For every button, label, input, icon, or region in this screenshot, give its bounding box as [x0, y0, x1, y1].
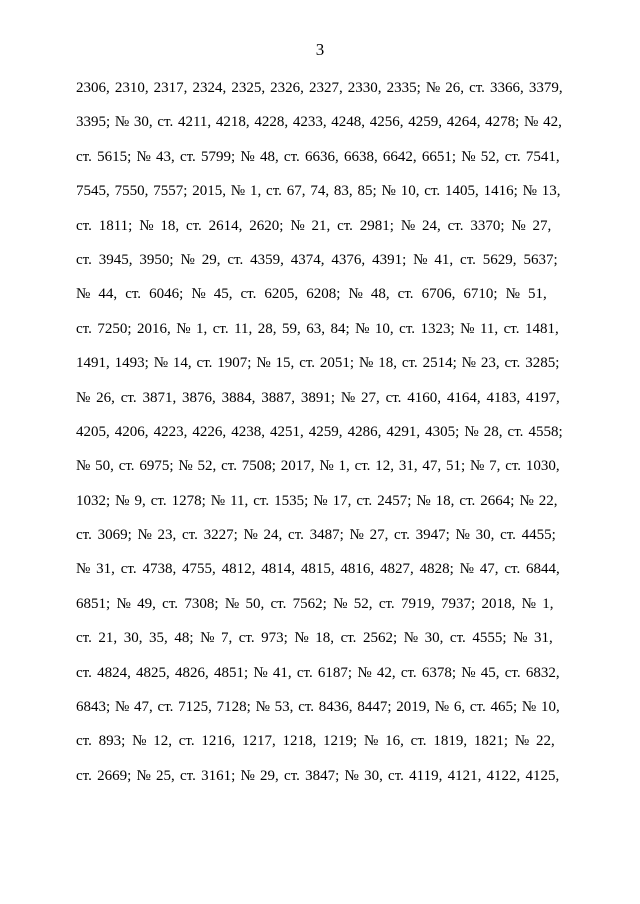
- text-line: ст. 893; № 12, ст. 1216, 1217, 1218, 1219; № 16, ст. 1819, 1821; № 22,: [76, 733, 555, 750]
- text-line: ст. 2669; № 25, ст. 3161; № 29, ст. 3847; № 30, ст. 4119, 4121, 4122, 4125,: [76, 767, 560, 784]
- page-number: 3: [315, 40, 325, 59]
- text-line: 3395; № 30, ст. 4211, 4218, 4228, 4233, 4248, 4256, 4259, 4264, 4278; № 42,: [76, 114, 562, 131]
- text-line: 6851; № 49, ст. 7308; № 50, ст. 7562; № 52, ст. 7919, 7937; 2018, № 1,: [76, 595, 554, 612]
- text-line: ст. 21, 30, 35, 48; № 7, ст. 973; № 18, ст. 2562; № 30, ст. 4555; № 31,: [76, 630, 553, 647]
- text-line: № 26, ст. 3871, 3876, 3884, 3887, 3891; № 27, ст. 4160, 4164, 4183, 4197,: [76, 389, 560, 406]
- text-line: № 50, ст. 6975; № 52, ст. 7508; 2017, № 1, ст. 12, 31, 47, 51; № 7, ст. 1030,: [76, 458, 560, 475]
- text-line: 1491, 1493; № 14, ст. 1907; № 15, ст. 2051; № 18, ст. 2514; № 23, ст. 3285;: [76, 355, 560, 372]
- text-line: ст. 5615; № 43, ст. 5799; № 48, ст. 6636, 6638, 6642, 6651; № 52, ст. 7541,: [76, 148, 560, 165]
- text-line: 6843; № 47, ст. 7125, 7128; № 53, ст. 8436, 8447; 2019, № 6, ст. 465; № 10,: [76, 699, 560, 716]
- text-line: № 31, ст. 4738, 4755, 4812, 4814, 4815, 4816, 4827, 4828; № 47, ст. 6844,: [76, 561, 560, 578]
- text-line: 1032; № 9, ст. 1278; № 11, ст. 1535; № 17, ст. 2457; № 18, ст. 2664; № 22,: [76, 492, 558, 509]
- text-line: ст. 1811; № 18, ст. 2614, 2620; № 21, ст. 2981; № 24, ст. 3370; № 27,: [76, 217, 552, 234]
- text-line: № 44, ст. 6046; № 45, ст. 6205, 6208; № 48, ст. 6706, 6710; № 51,: [76, 286, 547, 303]
- body-text: [76, 78, 564, 800]
- text-line: ст. 4824, 4825, 4826, 4851; № 41, ст. 6187; № 42, ст. 6378; № 45, ст. 6832,: [76, 664, 560, 681]
- text-line: ст. 3945, 3950; № 29, ст. 4359, 4374, 4376, 4391; № 41, ст. 5629, 5637;: [76, 251, 558, 268]
- text-line: 2306, 2310, 2317, 2324, 2325, 2326, 2327, 2330, 2335; № 26, ст. 3366, 3379,: [76, 80, 563, 96]
- text-line: ст. 7250; 2016, № 1, ст. 11, 28, 59, 63, 84; № 10, ст. 1323; № 11, ст. 1481,: [76, 320, 559, 337]
- text-line: ст. 3069; № 23, ст. 3227; № 24, ст. 3487; № 27, ст. 3947; № 30, ст. 4455;: [76, 527, 556, 544]
- text-line: 7545, 7550, 7557; 2015, № 1, ст. 67, 74, 83, 85; № 10, ст. 1405, 1416; № 13,: [76, 183, 561, 200]
- text-line: 4205, 4206, 4223, 4226, 4238, 4251, 4259, 4286, 4291, 4305; № 28, ст. 4558;: [76, 423, 563, 440]
